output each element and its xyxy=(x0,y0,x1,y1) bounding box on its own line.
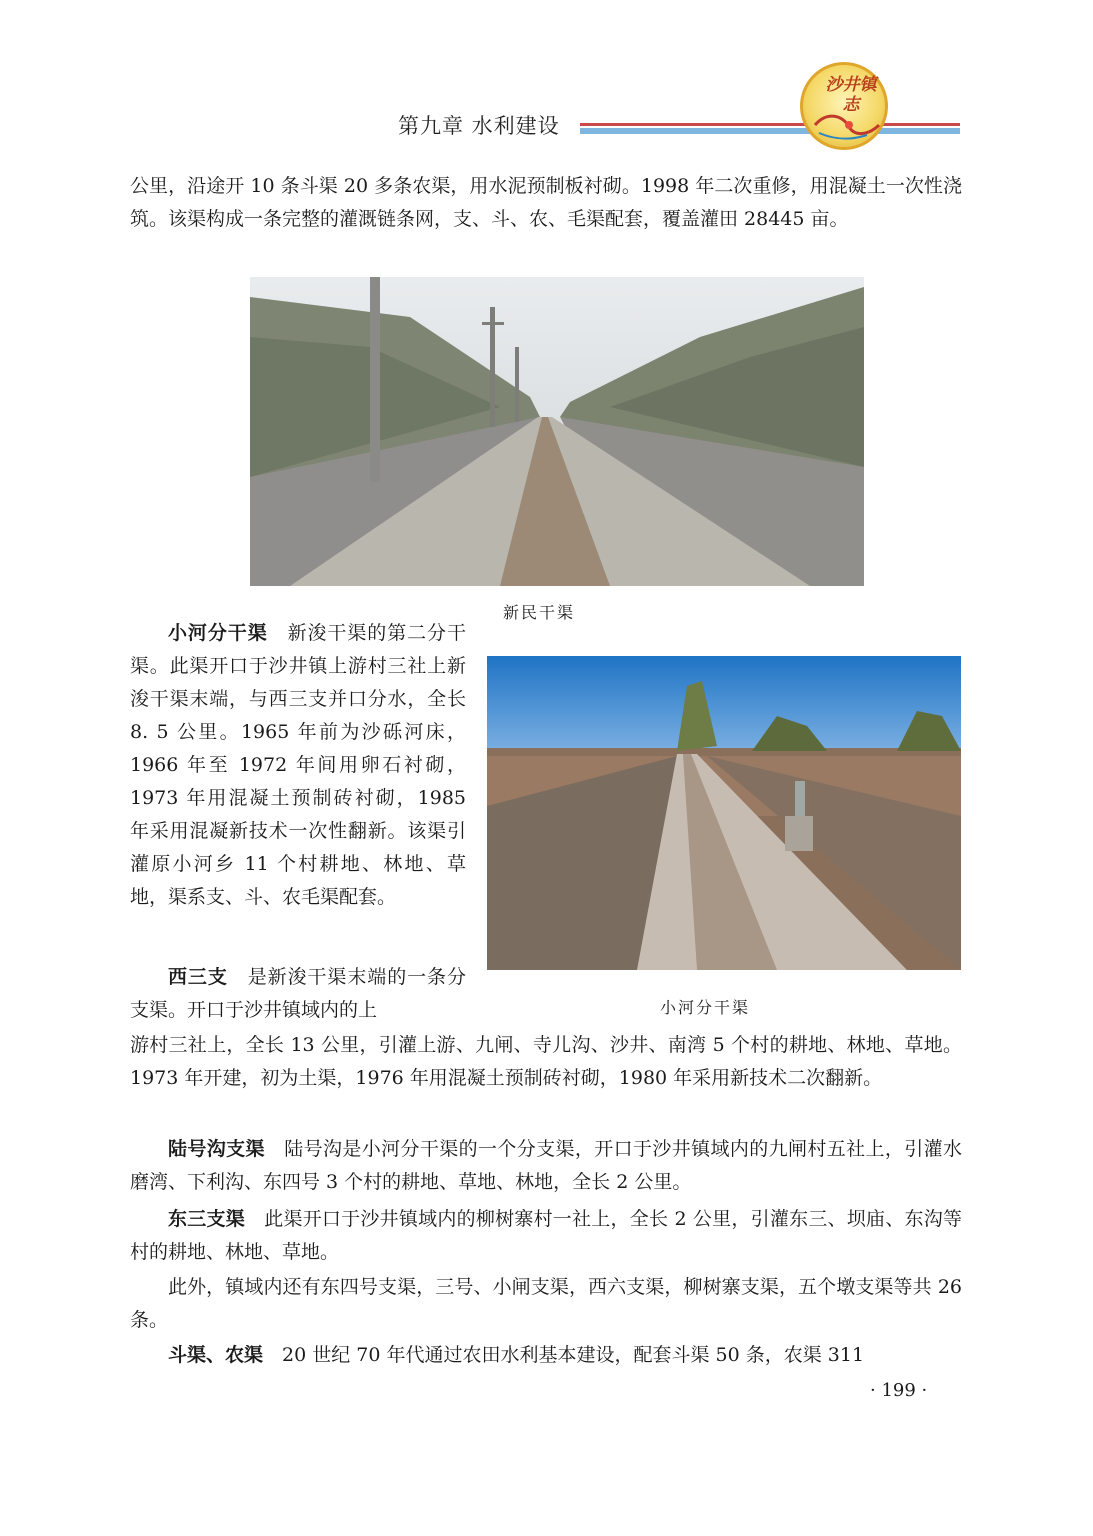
page-number: · 199 · xyxy=(870,1380,928,1401)
header-rule xyxy=(580,123,960,126)
paragraph xyxy=(130,1203,962,1269)
paragraph-body: 此渠开口于沙井镇域内的柳树寨村一社上，全长 2 公里，引灌东三、坝庙、东沟等村的耕地、林地、草地。 xyxy=(130,1208,962,1263)
paragraph: 公里，沿途开 10 条斗渠 20 多条农渠，用水泥预制板衬砌。1998 年二次重修，用混凝土一次性浇筑。该渠构成一条完整的灌溉链条网，支、斗、农、毛渠配套，覆盖灌田 28445 亩。 xyxy=(130,175,962,230)
term-xiaohe-canal: 小河分干渠 xyxy=(168,622,268,644)
caption-photo1: 新民干渠 xyxy=(503,603,576,622)
phoenix-icon xyxy=(809,105,885,145)
paragraph-body: 陆号沟是小河分干渠的一个分支渠，开口于沙井镇域内的九闸村五社上，引灌水磨湾、下利沟、东四号 3 个村的耕地、草地、林地，全长 2 公里。 xyxy=(130,1138,962,1193)
paragraph-body: 是新浚干渠末端的一条分支渠。开口于沙井镇域内的上 xyxy=(130,966,466,1021)
paragraph-body: 20 世纪 70 年代通过农田水利基本建设，配套斗渠 50 条，农渠 311 xyxy=(282,1344,865,1366)
caption-photo2: 小河分干渠 xyxy=(660,998,751,1017)
term-xisanzhi: 西三支 xyxy=(168,966,228,988)
term-douqu-nongqu: 斗渠、农渠 xyxy=(168,1344,264,1366)
book-seal-logo xyxy=(800,62,888,150)
term-luhaogou: 陆号沟支渠 xyxy=(168,1138,265,1160)
term-dongsanzhi: 东三支渠 xyxy=(168,1208,245,1230)
paragraph xyxy=(130,617,466,914)
seal-text: 沙井镇志 xyxy=(825,75,877,115)
paragraph-continuation: 游村三社上，全长 13 公里，引灌上游、九闸、寺儿沟、沙井、南湾 5 个村的耕地、林地、草地。1973 年开建，初为土渠，1976 年用混凝土预制砖衬砌，1980 年采用新技术二次翻新。 xyxy=(130,1034,962,1089)
photo-xiaohe-canal xyxy=(487,656,961,970)
chapter-title: 第九章 水利建设 xyxy=(398,114,560,138)
paragraph-body: 新浚干渠的第二分干渠。此渠开口于沙井镇上游村三社上新浚干渠末端，与西三支并口分水，全长 8. 5 公里。1965 年前为沙砾河床，1966 年至 1972 年间用卵石衬砌，1973 年用混凝土预制砖衬砌，1985 年采用混凝新技术一次性翻新。该渠引灌原小河乡 11 个村耕地、林地、草地，渠系支、斗、农毛渠配套。 xyxy=(130,622,466,908)
paragraph xyxy=(130,961,466,1027)
paragraph xyxy=(130,1339,962,1372)
paragraph: 此外，镇域内还有东四号支渠，三号、小闸支渠，西六支渠，柳树寨支渠，五个墩支渠等共 26 条。 xyxy=(130,1276,962,1331)
header-rule-blue xyxy=(580,128,960,134)
paragraph xyxy=(130,1133,962,1199)
photo-xinmin-canal xyxy=(250,277,864,586)
